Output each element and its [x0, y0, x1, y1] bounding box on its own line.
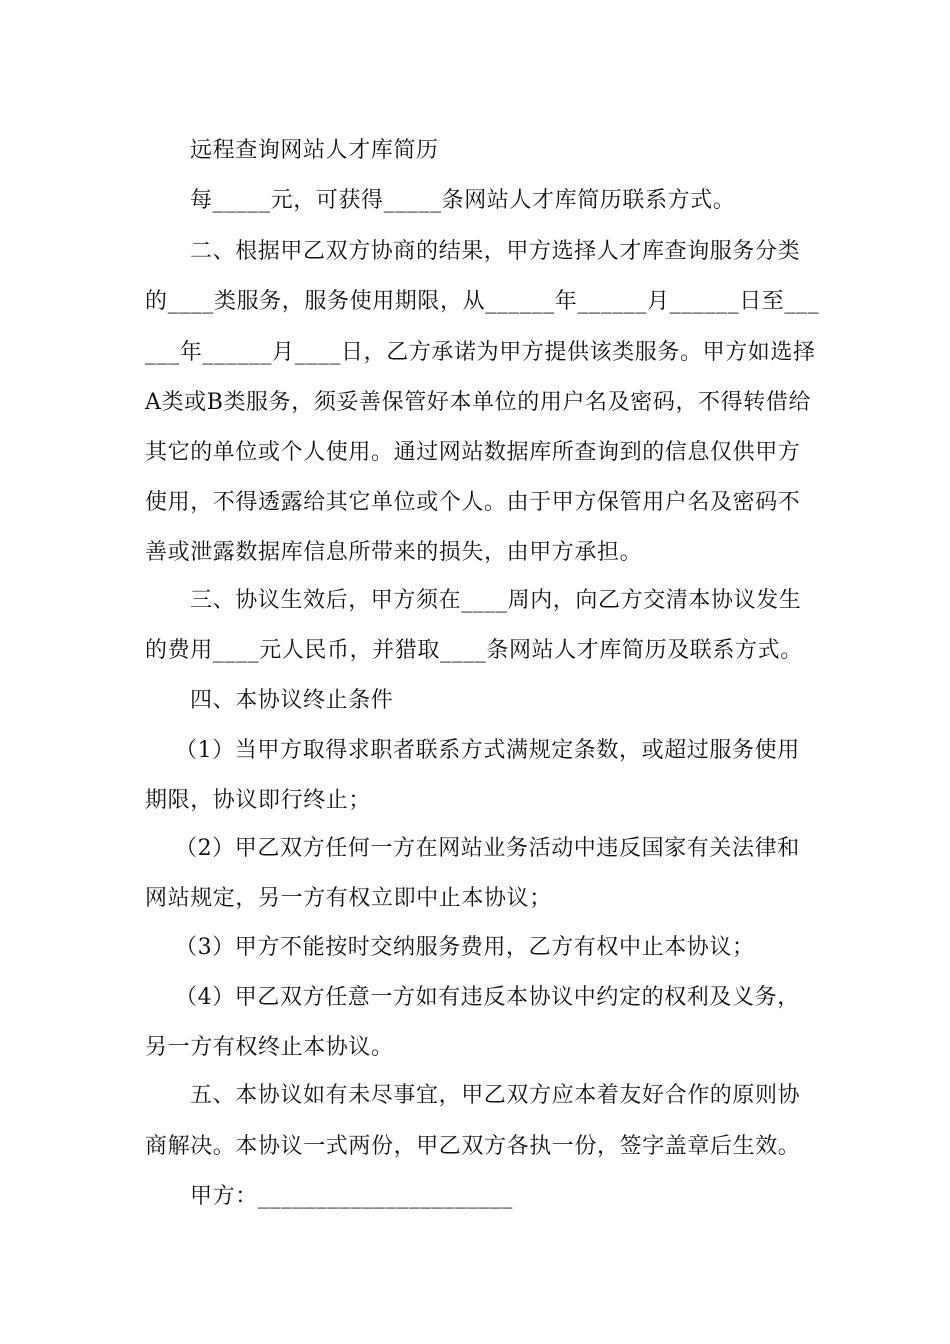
- text-line: 商解决。本协议一式两份，甲乙双方各执一份，签字盖章后生效。: [145, 1134, 801, 1159]
- text-line: （2）甲乙双方任何一方在网站业务活动中违反国家有关法律和: [175, 836, 800, 861]
- text-line: 使用，不得透露给其它单位或个人。由于甲方保管用户名及密码不: [145, 490, 801, 515]
- text-line: 远程查询网站人才库简历: [190, 138, 439, 163]
- text-line: 善或泄露数据库信息所带来的损失，由甲方承担。: [145, 540, 643, 565]
- text-line: 的____类服务，服务使用期限，从______年______月______日至___: [145, 289, 820, 314]
- text-line: 二、根据甲乙双方协商的结果，甲方选择人才库查询服务分类: [190, 239, 801, 264]
- text-line: （1）当甲方取得求职者联系方式满规定条数，或超过服务使用: [175, 738, 800, 763]
- text-line: 每_____元，可获得_____条网站人才库简历联系方式。: [190, 188, 736, 213]
- text-line: 五、本协议如有未尽事宜，甲乙双方应本着友好合作的原则协: [190, 1083, 801, 1108]
- text-line: 期限，协议即行终止；: [145, 788, 372, 813]
- text-line: 三、协议生效后，甲方须在____周内，向乙方交清本协议发生: [190, 588, 802, 613]
- text-line: 网站规定，另一方有权立即中止本协议；: [145, 886, 552, 911]
- text-line: （4）甲乙双方任意一方如有违反本协议中约定的权利及义务，: [175, 985, 800, 1010]
- text-line: 另一方有权终止本协议。: [145, 1035, 394, 1060]
- signature-line: 甲方：______________________: [190, 1184, 513, 1209]
- text-line: 四、本协议终止条件: [190, 688, 394, 713]
- text-line: 的费用____元人民币，并猎取____条网站人才库简历及联系方式。: [145, 638, 803, 663]
- text-line: 其它的单位或个人使用。通过网站数据库所查询到的信息仅供甲方: [145, 440, 801, 465]
- text-line: A类或B类服务，须妥善保管好本单位的用户名及密码，不得转借给: [145, 390, 812, 415]
- text-line: ___年______月____日，乙方承诺为甲方提供该类服务。甲方如选择: [145, 340, 816, 365]
- text-line: （3）甲方不能按时交纳服务费用，乙方有权中止本协议；: [175, 935, 755, 960]
